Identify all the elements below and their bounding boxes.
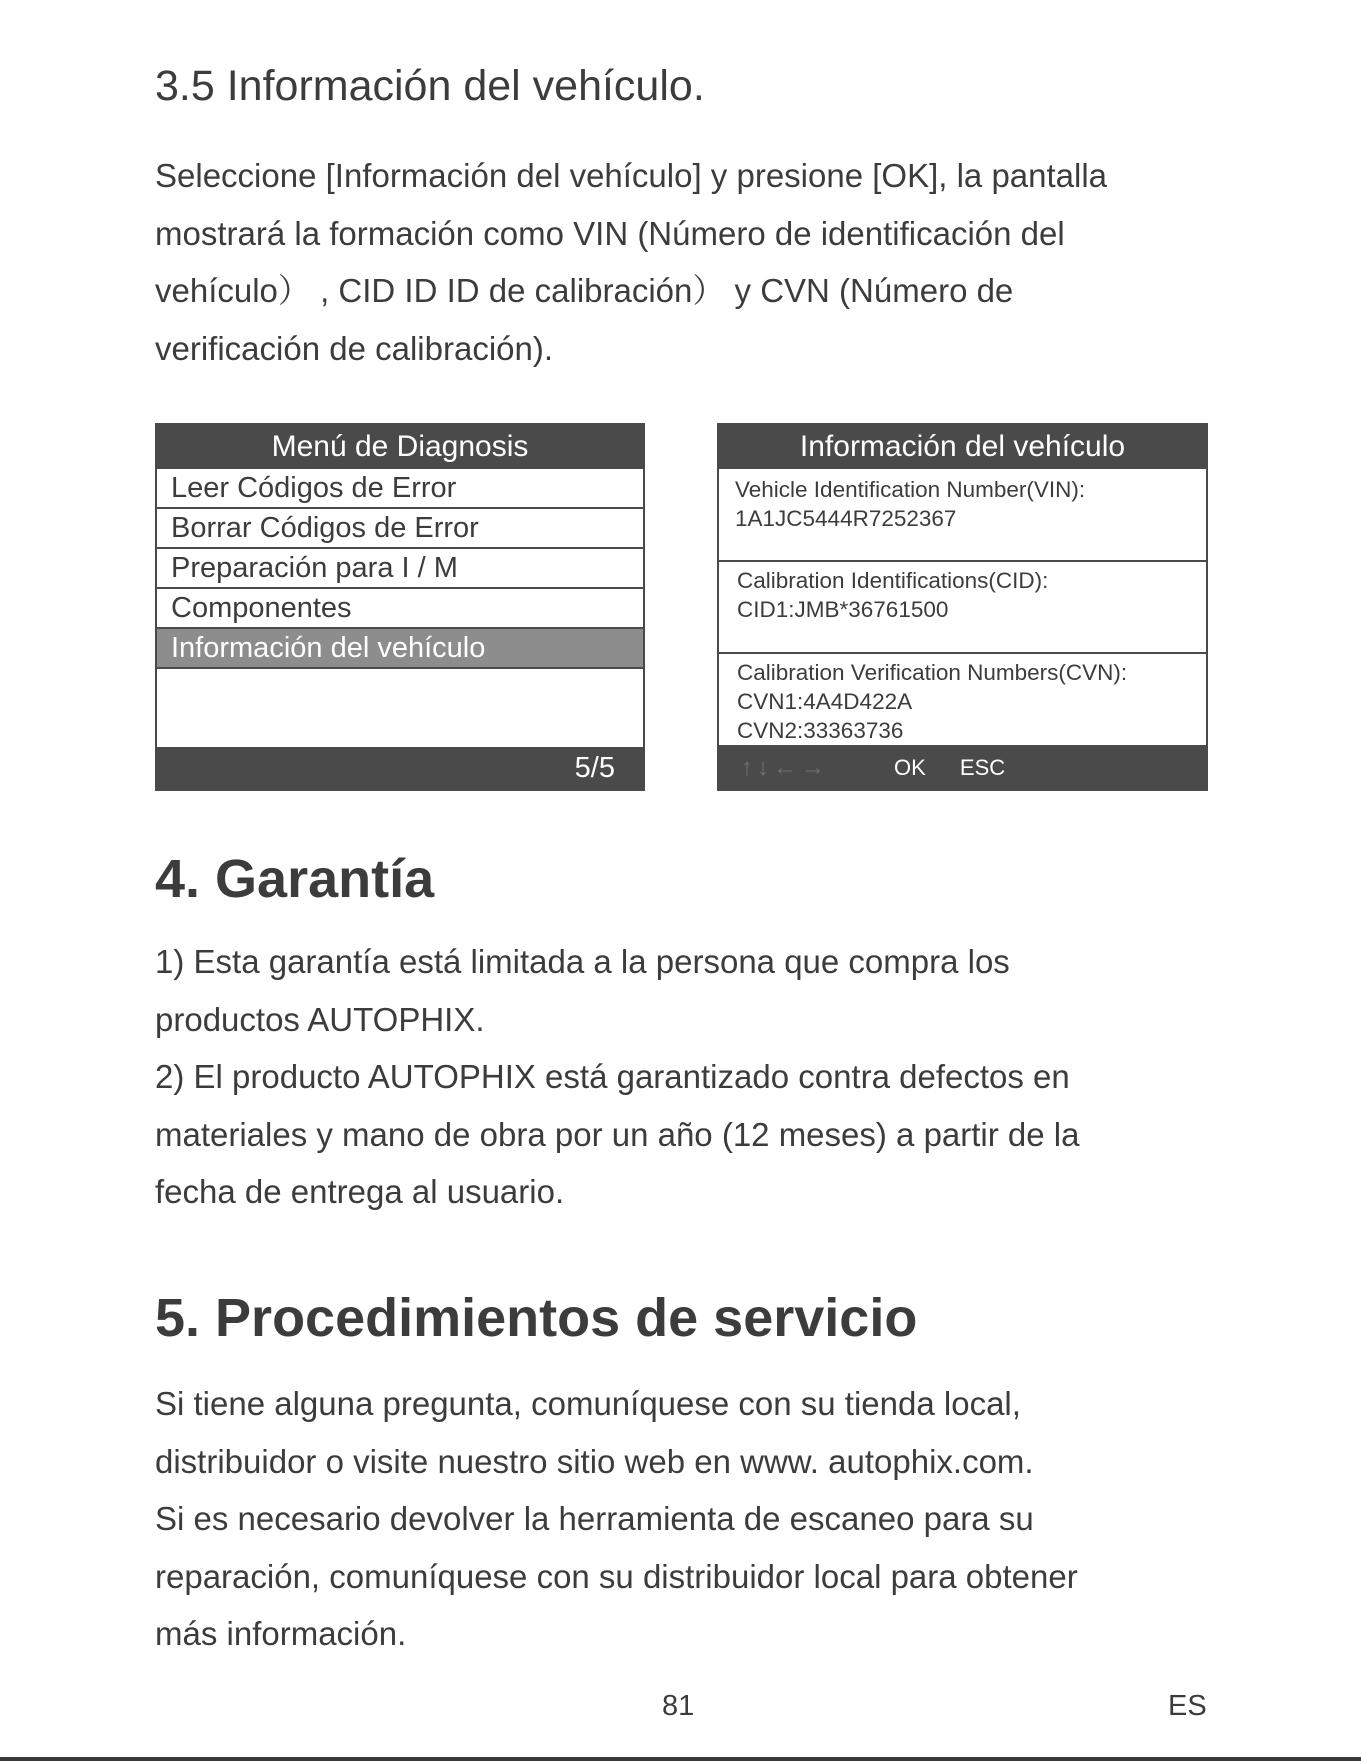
section-5-title: 5. Procedimientos de servicio xyxy=(155,1288,918,1348)
language-code: ES xyxy=(1168,1690,1207,1722)
section-4-text xyxy=(155,933,1215,1221)
esc-button[interactable]: ESC xyxy=(959,755,1006,780)
text-line: fecha de entrega al usuario. xyxy=(155,1173,565,1210)
arrow-down-icon[interactable]: ↓ xyxy=(757,754,773,781)
cid-value: CID1:JMB*36761500 xyxy=(737,597,949,622)
cvn-label: Calibration Verification Numbers(CVN): xyxy=(737,660,1128,685)
section-4-title: 4. Garantía xyxy=(155,849,435,909)
text-line: 2) El producto AUTOPHIX está garantizado contra defectos en xyxy=(155,1058,1070,1095)
text-line: productos AUTOPHIX. xyxy=(155,1000,485,1038)
vin-value: 1A1JC5444R7252367 xyxy=(735,506,957,531)
text-line: mostrará la formación como VIN (Número de identificación del xyxy=(155,214,1065,252)
vehicle-info-screen xyxy=(717,423,1208,791)
page-number: 81 xyxy=(662,1690,695,1722)
text-line: verificación de calibración). xyxy=(155,329,554,367)
vin-label: Vehicle Identification Number(VIN): xyxy=(735,477,1086,502)
screen-title: Información del vehículo xyxy=(719,425,1206,469)
text-line: materiales y mano de obra por un año (12 meses) a partir de la xyxy=(155,1115,1080,1153)
diagnosis-menu-screen xyxy=(155,423,645,791)
arrow-up-icon[interactable]: ↑ xyxy=(741,754,757,781)
cvn-section xyxy=(719,654,1206,747)
cid-label: Calibration Identifications(CID): xyxy=(737,568,1049,593)
menu-item-im-readiness[interactable]: Preparación para I / M xyxy=(157,549,643,589)
text-line: reparación, comuníquese con su distribuidor local para obtener xyxy=(155,1557,1078,1595)
text-line: 1) Esta garantía está limitada a la persona que compra los xyxy=(155,943,1010,980)
page-indicator: 5/5 xyxy=(157,747,643,789)
arrow-right-icon[interactable]: → xyxy=(801,754,829,781)
menu-empty-area xyxy=(157,669,643,741)
text-line: Si tiene alguna pregunta, comuníquese con su tienda local, xyxy=(155,1385,1021,1422)
section-3-5-title: 3.5 Información del vehículo. xyxy=(155,62,705,110)
bottom-divider xyxy=(0,1757,1361,1761)
section-3-5-text xyxy=(155,147,1215,377)
text-line: distribuidor o visite nuestro sitio web en www. autophix.com. xyxy=(155,1442,1034,1480)
ok-button[interactable]: OK xyxy=(894,755,926,780)
menu-item-vehicle-info[interactable]: Información del vehículo xyxy=(157,629,643,669)
arrow-left-icon[interactable]: ← xyxy=(773,754,801,781)
menu-item-read-codes[interactable]: Leer Códigos de Error xyxy=(157,469,643,509)
text-line: más información. xyxy=(155,1615,407,1652)
vin-section xyxy=(719,469,1206,562)
cvn-value: CVN2:33363736 xyxy=(737,718,904,743)
text-line: Seleccione [Información del vehículo] y presione [OK], la pantalla xyxy=(155,157,1108,194)
screen-footer xyxy=(719,747,1206,789)
menu-item-components[interactable]: Componentes xyxy=(157,589,643,629)
cid-section xyxy=(719,562,1206,654)
screen-title: Menú de Diagnosis xyxy=(157,425,643,469)
nav-arrows xyxy=(741,747,829,789)
menu-item-erase-codes[interactable]: Borrar Códigos de Error xyxy=(157,509,643,549)
section-5-text xyxy=(155,1375,1215,1663)
cvn-value: CVN1:4A4D422A xyxy=(737,689,913,714)
key-hints xyxy=(894,747,1033,789)
text-line: vehículo） , CID ID ID de calibración） y CVN (Número de xyxy=(155,272,1014,309)
text-line: Si es necesario devolver la herramienta de escaneo para su xyxy=(155,1500,1034,1537)
